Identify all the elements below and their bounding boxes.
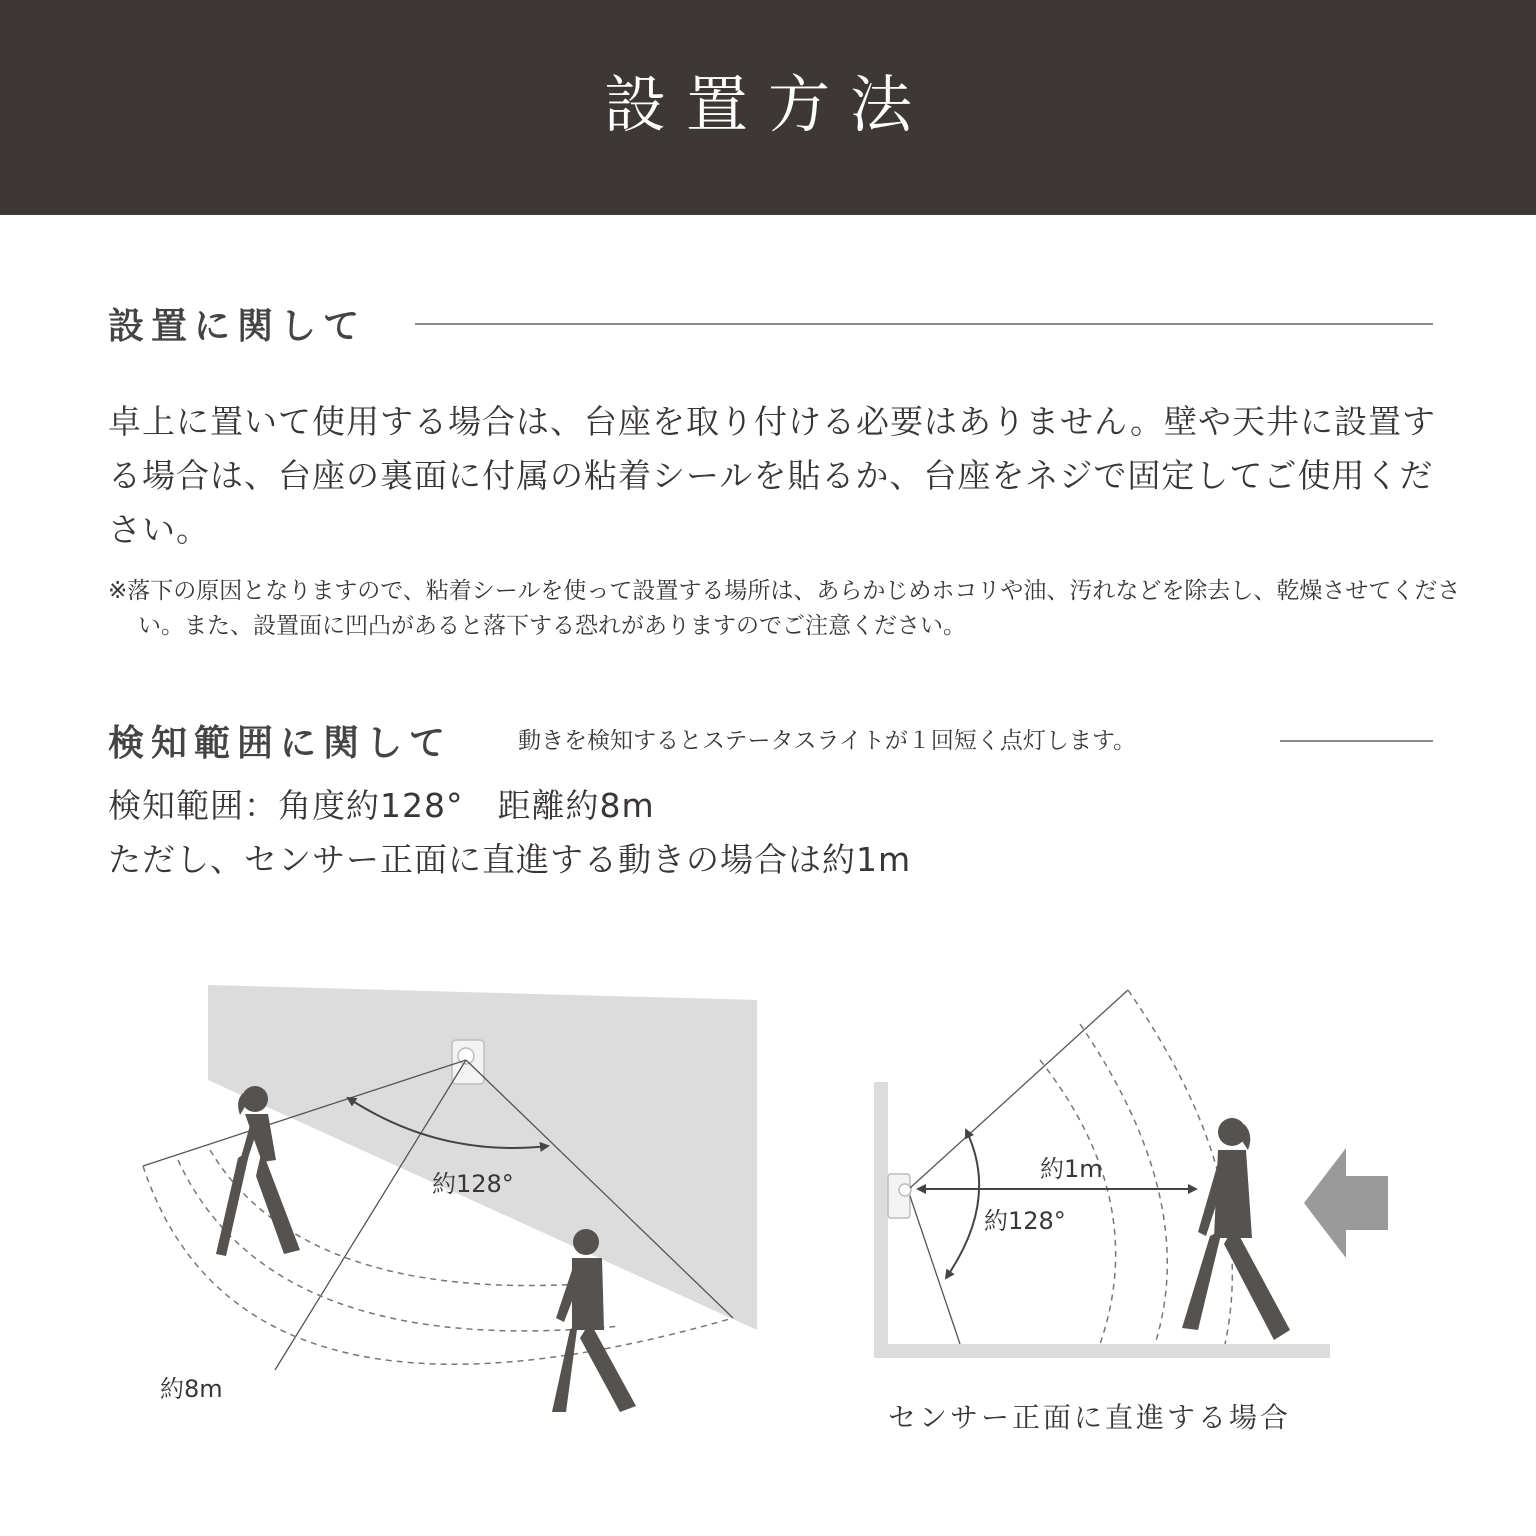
angle-label-right: 約128° <box>984 1207 1066 1235</box>
detection-subnote: 動きを検知するとステータスライトが１回短く点灯します。 <box>518 728 1137 754</box>
approach-arrow-icon <box>1304 1148 1388 1258</box>
page-title: 設置方法 <box>603 68 932 141</box>
distance-label-left: 約8m <box>160 1375 223 1403</box>
detection-range-line: 検知範囲：角度約128° 距離約8m <box>108 786 655 825</box>
detection-exception-line: ただし、センサー正面に直進する動きの場合は約1m <box>108 840 912 879</box>
angle-label-left: 約128° <box>432 1170 514 1198</box>
right-diagram <box>874 990 1388 1358</box>
installation-body: 卓上に置いて使用する場合は、台座を取り付ける必要はありません。壁や天井に設置する場合は、台座の裏面に付属の粘着シールを貼るか、台座をネジで固定してご使用ください。 <box>108 402 1436 549</box>
floor <box>874 1344 1330 1358</box>
right-diagram-caption: センサー正面に直進する場合 <box>888 1401 1292 1434</box>
installation-heading: 設置に関して <box>108 306 367 347</box>
installation-note: ※落下の原因となりますので、粘着シールを使って設置する場所は、あらかじめホコリや油、汚れなどを除去し、乾燥させてください。また、設置面に凹凸があると落下する恐れがありますのでご注意ください。 <box>108 578 1461 639</box>
angle-arrow-right <box>946 1130 979 1278</box>
sensor-device-right <box>888 1174 911 1218</box>
person-woman-right <box>1182 1118 1290 1340</box>
detection-heading: 検知範囲に関して <box>108 723 453 764</box>
left-diagram <box>143 985 757 1412</box>
range-arc-r2 <box>1080 1024 1167 1344</box>
distance-label-right: 約1m <box>1040 1155 1103 1183</box>
wall-shape <box>208 985 757 1330</box>
range-arc-r3 <box>1128 990 1232 1344</box>
wall-vertical <box>874 1082 888 1358</box>
range-arc-r1 <box>1040 1060 1116 1344</box>
